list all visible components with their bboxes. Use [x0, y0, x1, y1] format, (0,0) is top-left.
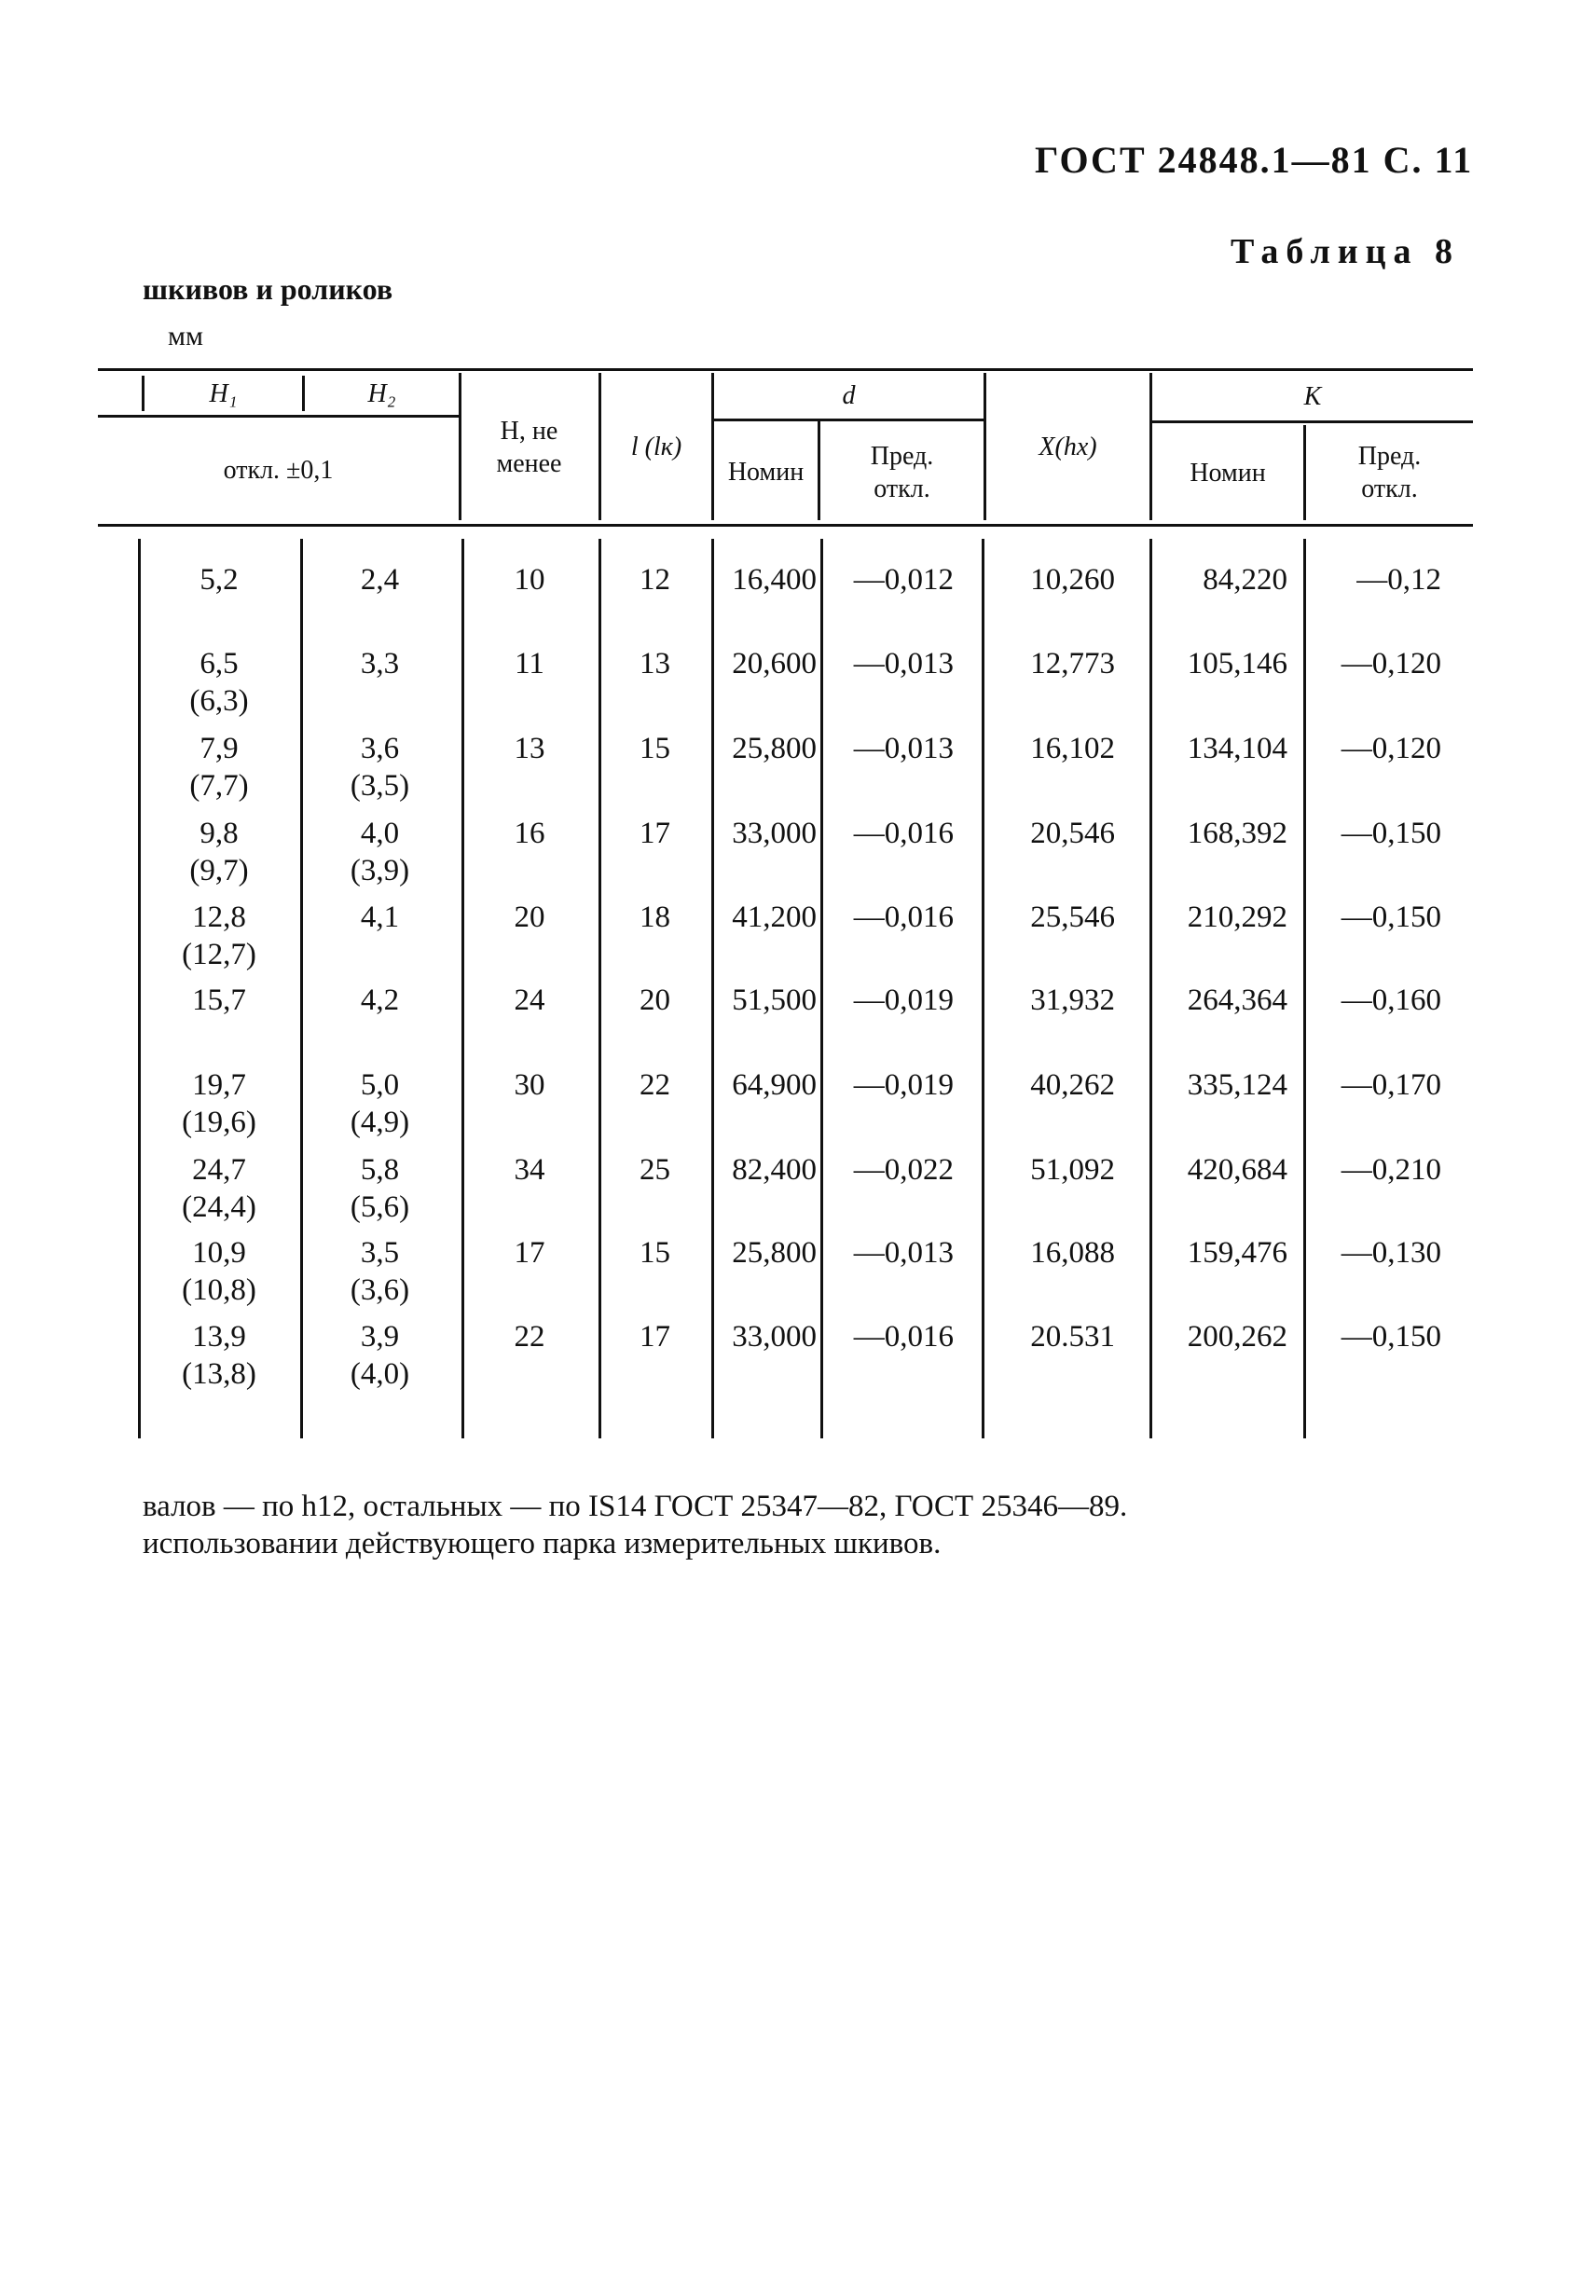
cell-k-nom: 84,220: [1203, 563, 1287, 597]
footnote-line-2: использовании действующего парка измерительных шкивов.: [143, 1527, 942, 1560]
cell-k-dev: —0,12: [1356, 563, 1441, 597]
cell-l: 15: [640, 732, 670, 765]
cell-line: 5,2: [200, 563, 239, 597]
cell-x: 51,092: [1030, 1153, 1115, 1187]
cell-k-nom: 420,684: [1187, 1153, 1287, 1187]
cell-h: 34: [514, 1153, 545, 1187]
cell-d-dev: —0,019: [853, 983, 954, 1017]
cell-k-dev: —0,120: [1341, 732, 1441, 765]
header-d-nom: Номин: [727, 458, 805, 487]
cell-k-dev: —0,160: [1341, 983, 1441, 1017]
cell-d-dev: —0,016: [853, 1320, 954, 1354]
cell-h: 13: [514, 732, 545, 765]
cell-h2: [303, 982, 457, 1019]
cell-h1: [140, 982, 298, 1019]
cell-line: 5,0: [360, 1068, 400, 1102]
cell-line: 9,8: [200, 817, 239, 850]
header-mid-rule-k: [1151, 420, 1473, 423]
cell-d-dev: —0,016: [853, 901, 954, 934]
cell-l: 17: [640, 1320, 670, 1354]
cell-line: 15,7: [192, 983, 246, 1017]
cell-h: 22: [514, 1320, 545, 1354]
cell-k-dev: —0,210: [1341, 1153, 1441, 1187]
cell-line: 4,2: [360, 983, 400, 1017]
cell-h: 11: [515, 647, 544, 681]
cell-line: (3,6): [350, 1273, 410, 1307]
cell-l: 13: [640, 647, 670, 681]
table-top-rule: [98, 368, 1473, 371]
cell-line: (10,8): [182, 1273, 256, 1307]
standard-code: ГОСТ 24848.1—81 С. 11: [1035, 139, 1474, 181]
cell-k-dev: —0,130: [1341, 1236, 1441, 1270]
header-d-group: d: [842, 381, 856, 410]
footnote-line-1: валов — по h12, остальных — по IS14 ГОСТ 25347—82, ГОСТ 25346—89.: [143, 1490, 1128, 1523]
cell-h1: [140, 645, 298, 720]
cell-line: 3,5: [360, 1236, 400, 1270]
cell-k-nom: 159,476: [1187, 1236, 1287, 1270]
cell-d-dev: —0,012: [853, 563, 954, 597]
cell-line: (19,6): [182, 1106, 256, 1139]
cell-l: 25: [640, 1153, 670, 1187]
cell-line: 3,6: [360, 732, 400, 765]
cell-l: 15: [640, 1236, 670, 1270]
cell-h: 16: [514, 817, 545, 850]
cell-k-nom: 200,262: [1187, 1320, 1287, 1354]
cell-h1: [140, 815, 298, 889]
cell-h1: [140, 1318, 298, 1393]
cell-l: 22: [640, 1068, 670, 1102]
cell-h1: [140, 1234, 298, 1309]
header-x: X(hx): [1039, 432, 1097, 461]
header-k-group: K: [1303, 382, 1322, 411]
cell-k-dev: —0,120: [1341, 647, 1441, 681]
header-k-dev: Пред. откл.: [1357, 442, 1422, 503]
cell-h: 17: [514, 1236, 545, 1270]
cell-d-nom: 82,400: [732, 1153, 817, 1187]
cell-l: 12: [640, 563, 670, 597]
cell-l: 18: [640, 901, 670, 934]
header-tolerance: откл. ±0,1: [223, 455, 334, 485]
cell-d-nom: 41,200: [732, 901, 817, 934]
cell-line: (12,7): [182, 938, 256, 971]
cell-h: 10: [514, 563, 545, 597]
cell-x: 20.531: [1030, 1320, 1115, 1354]
cell-h: 20: [514, 901, 545, 934]
cell-x: 10,260: [1030, 563, 1115, 597]
cell-k-nom: 168,392: [1187, 817, 1287, 850]
cell-x: 40,262: [1030, 1068, 1115, 1102]
cell-k-nom: 210,292: [1187, 901, 1287, 934]
header-bottom-rule: [98, 524, 1473, 527]
header-mid-rule-left: [98, 415, 461, 418]
cell-x: 12,773: [1030, 647, 1115, 681]
cell-line: 2,4: [360, 563, 400, 597]
cell-line: 7,9: [200, 732, 239, 765]
cell-h: 24: [514, 983, 545, 1017]
cell-h: 30: [514, 1068, 545, 1102]
cell-k-nom: 335,124: [1187, 1068, 1287, 1102]
header-h2: H₂: [367, 379, 396, 408]
cell-d-nom: 25,800: [732, 1236, 817, 1270]
cell-d-dev: —0,013: [853, 1236, 954, 1270]
cell-line: (5,6): [350, 1190, 410, 1224]
table-label: Таблица 8: [1231, 232, 1461, 271]
cell-line: 10,9: [192, 1236, 246, 1270]
cell-h1: [140, 730, 298, 804]
cell-k-nom: 134,104: [1187, 732, 1287, 765]
cell-h2: [303, 561, 457, 598]
header-h1: H₁: [209, 379, 238, 408]
cell-l: 20: [640, 983, 670, 1017]
cell-h2: [303, 1151, 457, 1226]
cell-d-nom: 33,000: [732, 817, 817, 850]
cell-h1: [140, 561, 298, 598]
cell-h2: [303, 1234, 457, 1309]
cell-k-nom: 264,364: [1187, 983, 1287, 1017]
cell-d-nom: 33,000: [732, 1320, 817, 1354]
table-title: шкивов и роликов: [143, 272, 393, 306]
cell-x: 16,088: [1030, 1236, 1115, 1270]
cell-line: (4,0): [350, 1357, 410, 1391]
cell-d-nom: 51,500: [732, 983, 817, 1017]
cell-line: 13,9: [192, 1320, 246, 1354]
cell-k-dev: —0,170: [1341, 1068, 1441, 1102]
cell-d-nom: 25,800: [732, 732, 817, 765]
cell-line: (3,5): [350, 769, 410, 803]
cell-line: 4,0: [360, 817, 400, 850]
cell-line: (6,3): [189, 684, 249, 718]
cell-line: 3,3: [360, 647, 400, 681]
cell-line: (13,8): [182, 1357, 256, 1391]
cell-line: 19,7: [192, 1068, 246, 1102]
header-d-dev: Пред. откл.: [870, 441, 934, 503]
cell-k-nom: 105,146: [1187, 647, 1287, 681]
header-l: l (lк): [630, 432, 682, 461]
cell-line: (7,7): [189, 769, 249, 803]
cell-line: 4,1: [360, 901, 400, 934]
cell-h1: [140, 1151, 298, 1226]
cell-line: 12,8: [192, 901, 246, 934]
cell-line: (24,4): [182, 1190, 256, 1224]
cell-k-dev: —0,150: [1341, 901, 1441, 934]
cell-line: (4,9): [350, 1106, 410, 1139]
header-k-nom: Номин: [1190, 458, 1266, 488]
cell-line: 6,5: [200, 647, 239, 681]
cell-line: 5,8: [360, 1153, 400, 1187]
cell-k-dev: —0,150: [1341, 1320, 1441, 1354]
cell-h2: [303, 1066, 457, 1141]
table-unit: мм: [168, 321, 203, 351]
cell-h2: [303, 815, 457, 889]
cell-line: (3,9): [350, 854, 410, 887]
cell-h1: [140, 1066, 298, 1141]
cell-d-dev: —0,013: [853, 732, 954, 765]
cell-d-dev: —0,013: [853, 647, 954, 681]
cell-h2: [303, 730, 457, 804]
cell-h2: [303, 899, 457, 936]
cell-h1: [140, 899, 298, 973]
cell-h2: [303, 1318, 457, 1393]
cell-x: 16,102: [1030, 732, 1115, 765]
cell-x: 25,546: [1030, 901, 1115, 934]
header-divider: [459, 373, 461, 520]
cell-d-nom: 16,400: [732, 563, 817, 597]
cell-line: 24,7: [192, 1153, 246, 1187]
cell-k-dev: —0,150: [1341, 817, 1441, 850]
cell-d-dev: —0,016: [853, 817, 954, 850]
cell-d-nom: 20,600: [732, 647, 817, 681]
cell-d-nom: 64,900: [732, 1068, 817, 1102]
cell-line: (9,7): [189, 854, 249, 887]
cell-d-dev: —0,022: [853, 1153, 954, 1187]
cell-h2: [303, 645, 457, 682]
cell-x: 20,546: [1030, 817, 1115, 850]
cell-l: 17: [640, 817, 670, 850]
cell-line: 3,9: [360, 1320, 400, 1354]
header-h-min: H, не менее: [496, 417, 562, 478]
cell-x: 31,932: [1030, 983, 1115, 1017]
cell-d-dev: —0,019: [853, 1068, 954, 1102]
header-mid-rule-d: [713, 419, 984, 421]
